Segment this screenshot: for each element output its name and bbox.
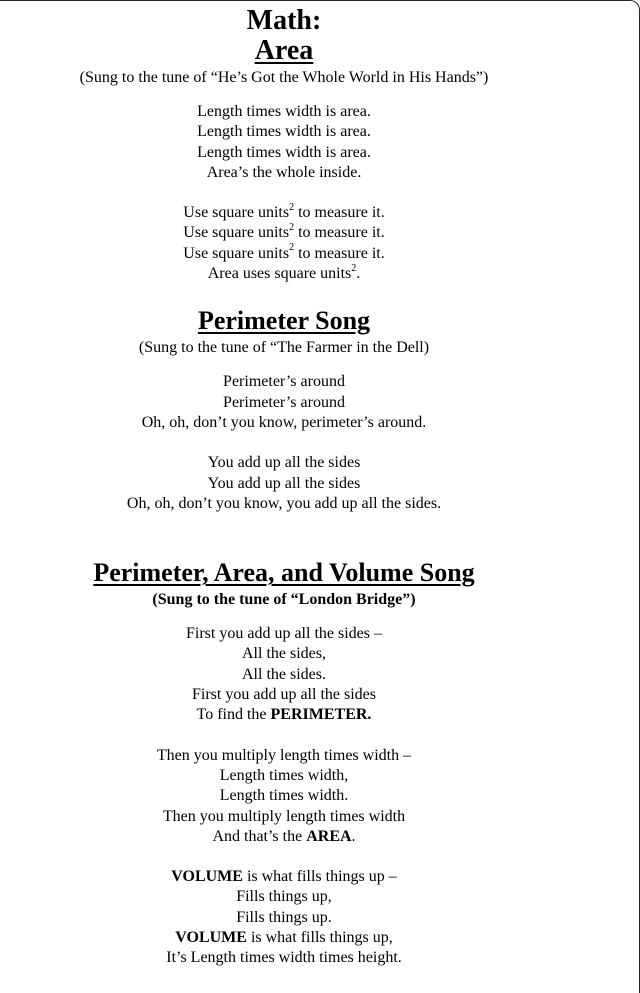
keyword-area: AREA [306, 827, 352, 845]
pav-stanza-1 [0, 624, 568, 725]
lyric-line: Oh, oh, don’t you know, you add up all the sides. [126, 494, 442, 512]
pav-song-heading: Perimeter, Area, and Volume Song [93, 558, 475, 588]
superscript: 2 [289, 201, 295, 213]
perimeter-stanza-2 [0, 453, 568, 514]
lyric-line: VOLUME is what fills things up – [171, 868, 397, 886]
lyric-line: VOLUME is what fills things up, [175, 929, 393, 947]
lyric-line: Fills things up, [236, 888, 332, 906]
perimeter-stanza-1 [0, 372, 568, 433]
lyric-line: Use square units$^2$ to measure it. [183, 222, 385, 242]
perimeter-tune-note: (Sung to the tune of “The Farmer in the Dell) [138, 339, 430, 357]
lyric-line: And that’s the AREA. [212, 827, 356, 845]
keyword-volume: VOLUME [175, 929, 247, 947]
lyric-line: Area’s the whole inside. [206, 163, 362, 181]
area-stanza-2 [0, 203, 568, 284]
lyric-line: To find the PERIMETER. [196, 706, 372, 724]
keyword-perimeter: PERIMETER. [270, 706, 372, 724]
lyric-line: Area uses square units$^2$. [207, 262, 361, 283]
superscript: 2 [351, 262, 357, 274]
lyric-line: Oh, oh, don’t you know, perimeter’s around. [141, 413, 427, 431]
lyric-line: Length times width. [219, 787, 349, 805]
lyric-line: Length times width, [219, 766, 349, 784]
lyric-line: You add up all the sides [207, 454, 361, 472]
area-stanza-1 [0, 102, 568, 183]
lyric-line: Use square units$^2$ to measure it. [183, 201, 385, 222]
lyric-line: Length times width is area. [197, 143, 371, 161]
lyric-line: Perimeter’s around [223, 393, 345, 411]
pav-stanza-3 [0, 867, 568, 968]
pav-stanza-2 [0, 746, 568, 847]
superscript: 2 [289, 242, 295, 254]
lyric-line: Length times width is area. [197, 123, 371, 141]
lyric-line: Then you multiply length times width – [156, 746, 412, 764]
page-title: Math: [246, 5, 322, 36]
lyric-line: First you add up all the sides [192, 686, 376, 704]
lyric-line: Length times width is area. [197, 103, 371, 120]
lyric-line: You add up all the sides [207, 474, 361, 492]
lyric-line: All the sides, [242, 645, 326, 663]
lyric-line: Use square units$^2$ to measure it. [183, 242, 385, 262]
lyric-line: First you add up all the sides – [186, 625, 382, 643]
lyric-line: All the sides. [242, 665, 326, 683]
area-heading: Area [254, 35, 314, 66]
lyric-line: Perimeter’s around [223, 373, 345, 391]
lyric-line: Then you multiply length times width [162, 807, 406, 825]
keyword-volume: VOLUME [171, 868, 243, 886]
pav-tune-note: (Sung to the tune of “London Bridge”) [152, 591, 416, 609]
perimeter-song-heading: Perimeter Song [197, 306, 371, 336]
lyric-line: It’s Length times width times height. [166, 949, 402, 967]
superscript: 2 [289, 222, 295, 234]
lyric-line: Fills things up. [236, 908, 332, 926]
area-tune-note: (Sung to the tune of “He’s Got the Whole World in His Hands”) [79, 69, 489, 86]
